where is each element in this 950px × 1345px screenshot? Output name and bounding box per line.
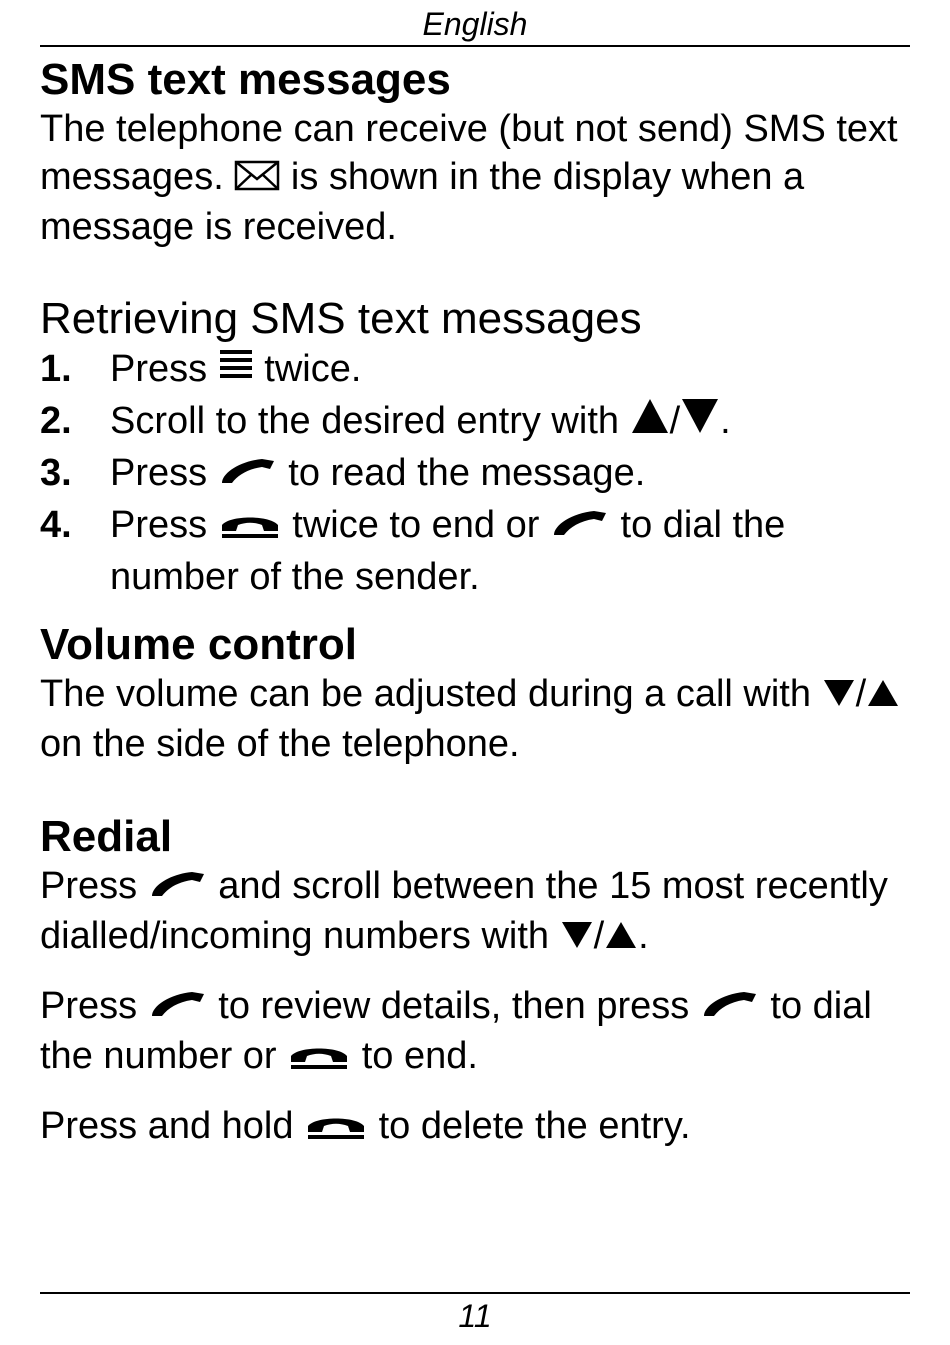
page-number: 11 bbox=[40, 1292, 910, 1335]
sms-paragraph bbox=[40, 105, 920, 251]
step-text: Press bbox=[110, 348, 208, 390]
step-text: twice. bbox=[264, 348, 362, 390]
redial-text: Press bbox=[40, 865, 138, 907]
section-volume bbox=[40, 620, 920, 768]
step-text: twice to end or bbox=[292, 504, 540, 547]
running-head: English bbox=[40, 0, 910, 47]
end-call-icon bbox=[218, 502, 282, 552]
redial-text: Press and hold bbox=[40, 1104, 294, 1147]
call-icon bbox=[148, 864, 208, 912]
sms-text-2: is shown in the display when a message is received. bbox=[40, 156, 805, 248]
volume-text-1: The volume can be adjusted during a call with bbox=[40, 673, 812, 715]
section-title-retrieving: Retrieving SMS text messages bbox=[40, 294, 642, 343]
volume-paragraph: The volume can be adjusted during a call with / on the side of the telephone. bbox=[40, 670, 920, 768]
manual-page bbox=[40, 0, 910, 1345]
up-arrow-icon bbox=[866, 672, 900, 720]
step-number: 1. bbox=[40, 348, 72, 390]
redial-text: and scroll between the 15 most recently dialled/incoming numbers with bbox=[40, 865, 888, 957]
step-number: 3. bbox=[40, 452, 72, 495]
list-item: 2. Scroll to the desired entry with / . bbox=[40, 396, 920, 448]
menu-icon bbox=[218, 346, 254, 396]
redial-paragraph-2 bbox=[40, 982, 920, 1082]
end-call-icon bbox=[287, 1034, 351, 1082]
step-number: 4. bbox=[40, 504, 72, 547]
section-redial bbox=[40, 812, 920, 1152]
call-icon bbox=[218, 450, 278, 500]
list-item bbox=[40, 344, 920, 396]
step-text: to read the message. bbox=[288, 452, 646, 495]
sms-text-1: The telephone can receive (but not send) SMS text messages. bbox=[40, 108, 898, 198]
step-number: 2. bbox=[40, 399, 72, 442]
step-text: to dial the number of the sender. bbox=[110, 504, 786, 599]
up-arrow-icon bbox=[630, 397, 670, 448]
up-arrow-icon bbox=[604, 914, 638, 962]
down-arrow-icon bbox=[822, 672, 856, 720]
redial-text: to review details, then press bbox=[218, 984, 690, 1027]
redial-paragraph-1: Press and scroll between the 15 most recently dialled/incoming numbers with / . bbox=[40, 862, 920, 962]
volume-text-2: on the side of the telephone. bbox=[40, 722, 520, 765]
down-arrow-icon bbox=[680, 397, 720, 448]
list-item bbox=[40, 500, 920, 602]
call-icon bbox=[700, 984, 760, 1032]
redial-text: to end. bbox=[361, 1034, 478, 1077]
redial-paragraph-3 bbox=[40, 1102, 920, 1152]
steps-list bbox=[40, 344, 920, 602]
section-title-redial: Redial bbox=[40, 812, 173, 861]
redial-text: . bbox=[638, 914, 649, 957]
section-title-volume: Volume control bbox=[40, 620, 357, 669]
envelope-icon bbox=[234, 155, 280, 203]
down-arrow-icon bbox=[560, 914, 594, 962]
section-title-sms: SMS text messages bbox=[40, 55, 451, 104]
call-icon bbox=[550, 502, 610, 552]
section-retrieving bbox=[40, 294, 920, 602]
call-icon bbox=[148, 984, 208, 1032]
redial-text: Press bbox=[40, 984, 138, 1027]
redial-text: to delete the entry. bbox=[378, 1104, 691, 1147]
step-text: . bbox=[720, 399, 731, 442]
step-text: Press bbox=[110, 452, 208, 495]
redial-text: to dial the number or bbox=[40, 984, 872, 1077]
list-item bbox=[40, 448, 920, 500]
step-text: Scroll to the desired entry with bbox=[110, 399, 620, 442]
step-text: Press bbox=[110, 504, 208, 547]
section-sms bbox=[40, 55, 920, 251]
end-call-icon bbox=[304, 1104, 368, 1152]
